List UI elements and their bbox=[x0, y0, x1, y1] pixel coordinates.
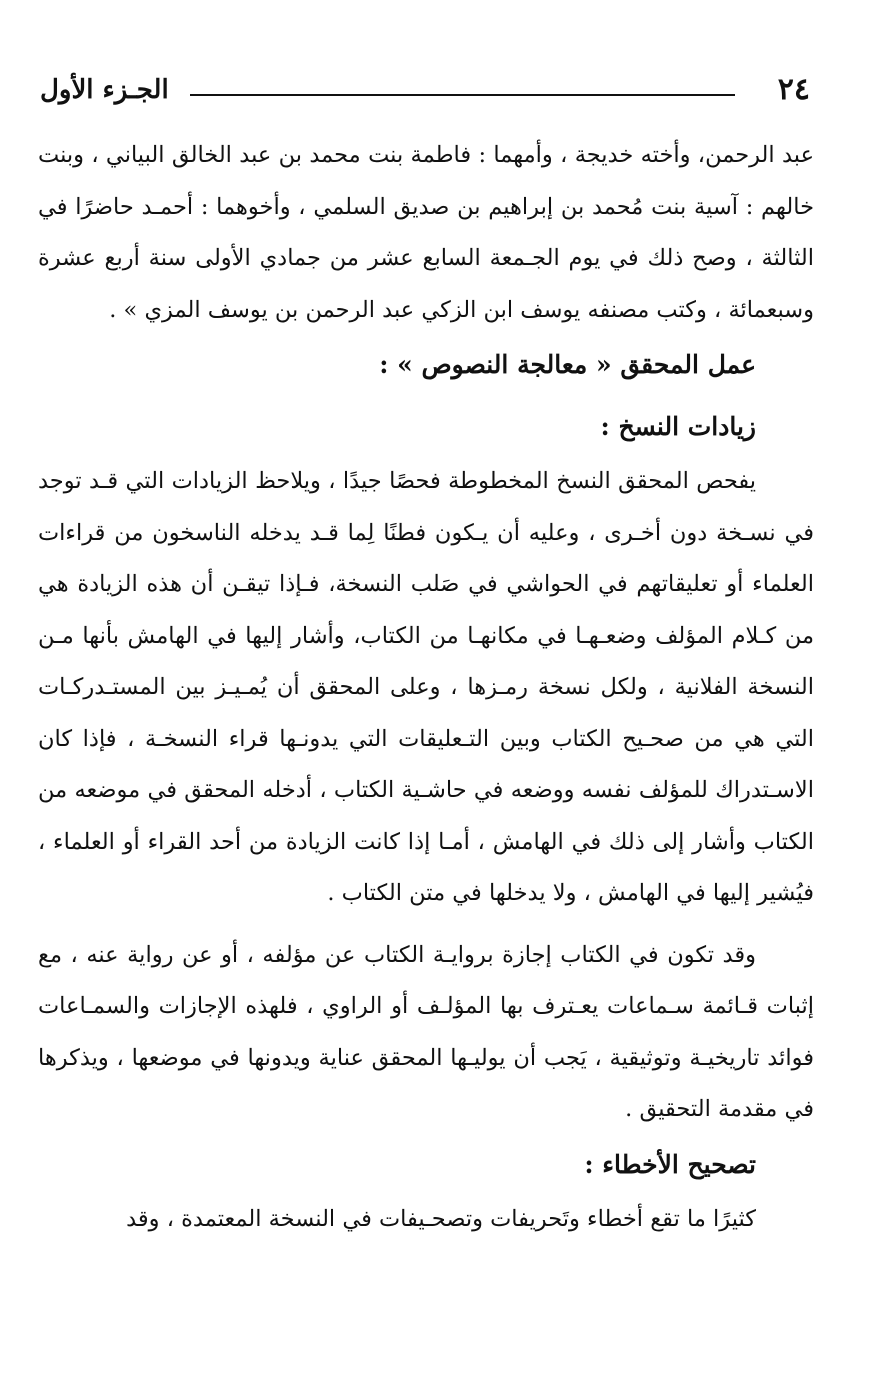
paragraph-additions: يفحص المحقق النسخ المخطوطة فحصًا جيدًا ، ويلاحظ الزيادات التي قـد توجد في نسـخة دون أخـرى ، وعليه أن يـكون فطنًا لِما قـد يدخله الناسخون من قراءات العلماء أو تعليقاتهم في الحواشي في صَلب النسخة، فـإذا تيقـن أن هذه الزيادة هي من كـلام المؤلف وضعـهـا في مكانهـا من الكتاب، وأشار إليها في الهامش بأنها مـن النسخة الفلانية ، ولكل نسخة رمـزها ، وعلى المحقق أن يُمـيـز بين المستـدركـات التي هي من صحـيح الكتاب وبين التـعليقات التي يدونـها قراء النسخـة ، فإذا كان الاسـتدراك للمؤلف نفسه ووضعه في حاشـية الكتاب ، أدخله المحقق في موضعه من الكتاب وأشار إلى ذلك في الهامش ، أمـا إذا كانت الزيادة من أحد القراء أو العلماء ، فيُشير إليها في الهامش ، ولا يدخلها في متن الكتاب . bbox=[38, 468, 814, 906]
paragraph-continuation: عبد الرحمن، وأخته خديجة ، وأمهما : فاطمة بنت محمد بن عبد الخالق البياني ، وبنت خالهم : آسية بنت مُحمد بن إبراهيم بن صديق السلمي ، وأخوهما : أحمـد حاضرًا في الثالثة ، وصح ذلك في يوم الجـمعة السابع عشر من جمادي الأولى سنة أربع عشرة وسبعمائة ، وكتب مصنفه يوسف ابن الزكي عبد الرحمن بن يوسف المزي » . bbox=[38, 142, 814, 323]
page-number: ٢٤ bbox=[777, 72, 810, 107]
section-heading-editor-work: عمل المحقق « معالجة النصوص » : bbox=[379, 350, 756, 379]
page-body bbox=[38, 130, 814, 1245]
section-heading-error-correction: تصحيح الأخطاء : bbox=[584, 1149, 756, 1179]
part-title: الجـزء الأول bbox=[40, 75, 169, 105]
paragraph-errors: كثيرًا ما تقع أخطاء وتَحريفات وتصحـيفات في النسخة المعتمدة ، وقد bbox=[126, 1205, 756, 1232]
section-heading-manuscript-additions: زيادات النسخ : bbox=[600, 412, 756, 441]
paragraph-licenses: وقد تكون في الكتاب إجازة بروايـة الكتاب عن مؤلفه ، أو عن رواية عنه ، مع إثبات قـائمة سـماعات يعـترف بها المؤلـف أو الراوي ، فلهذه الإجازات والسمـاعات فوائد تاريخيـة وتوثيقية ، يَجب أن يوليـها المحقق عناية ويدونها في موضعها ، ويذكرها في مقدمة التحقيق . bbox=[38, 941, 814, 1122]
header-rule bbox=[190, 94, 735, 96]
page-header bbox=[40, 62, 810, 112]
